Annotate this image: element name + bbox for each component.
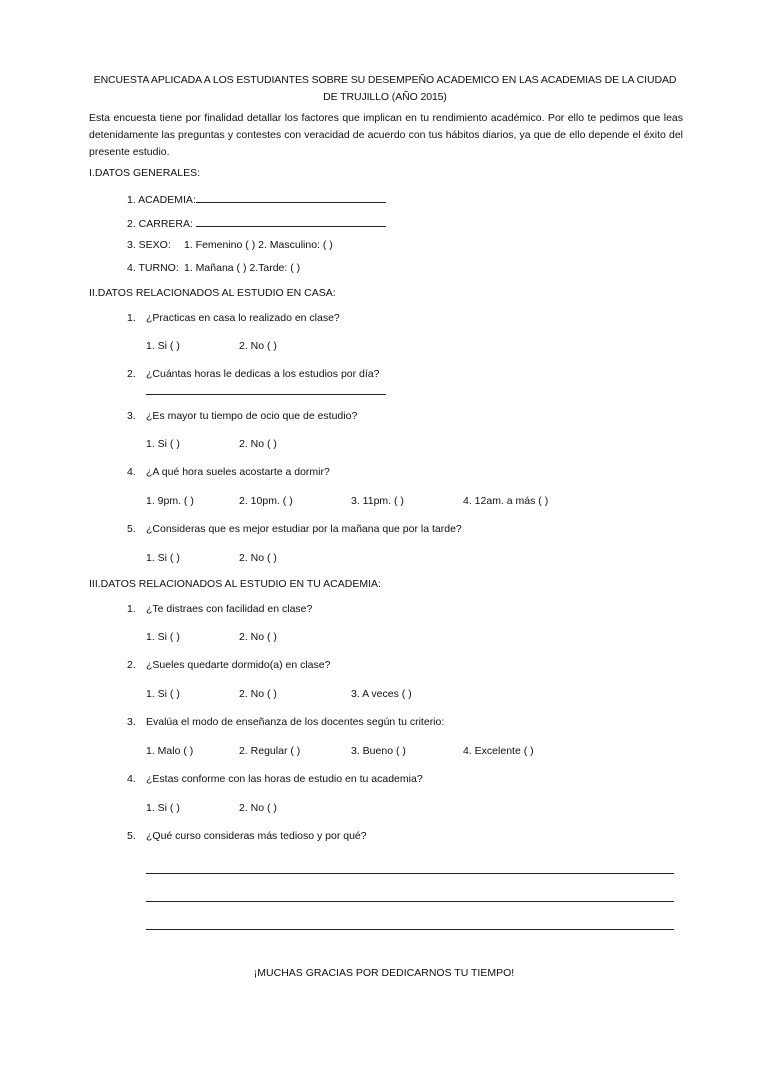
s3-q3-option-2[interactable]: 2. Regular ( )	[239, 745, 301, 757]
s3-q2-number: 2.	[127, 659, 136, 671]
section-3-heading: III.DATOS RELACIONADOS AL ESTUDIO EN TU ACADEMIA:	[89, 578, 381, 590]
s3-q4-option-1[interactable]: 1. Si ( )	[146, 802, 180, 814]
s2-q3-text: ¿Es mayor tu tiempo de ocio que de estudio?	[146, 410, 358, 422]
section-2-heading: II.DATOS RELACIONADOS AL ESTUDIO EN CASA:	[89, 287, 336, 299]
s3-q1-number: 1.	[127, 603, 136, 615]
s2-q3-option-1[interactable]: 1. Si ( )	[146, 438, 180, 450]
s2-q1-option-2[interactable]: 2. No ( )	[239, 340, 277, 352]
turno-options[interactable]: 1. Mañana ( ) 2.Tarde: ( )	[184, 262, 301, 274]
s3-q2-option-1[interactable]: 1. Si ( )	[146, 688, 180, 700]
turno-label: 4. TURNO:	[127, 262, 179, 274]
s2-q2-text: ¿Cuántas horas le dedicas a los estudios por día?	[146, 368, 380, 380]
intro-paragraph: Esta encuesta tiene por finalidad detallar los factores que implican en tu rendimiento académico. Por ello te pedimos que leas detenidamente las preguntas y contestes con veracidad de acuerdo con tus hábitos diarios, ya que de ello depende el éxito del presente estudio.	[89, 112, 683, 158]
carrera-blank[interactable]	[196, 216, 386, 227]
carrera-label: 2. CARRERA:	[127, 218, 193, 230]
s3-q3-option-4[interactable]: 4. Excelente ( )	[463, 745, 534, 757]
s2-q3-number: 3.	[127, 410, 136, 422]
s2-q5-option-1[interactable]: 1. Si ( )	[146, 552, 180, 564]
s2-q4-text: ¿A qué hora sueles acostarte a dormir?	[146, 466, 330, 478]
closing-message: ¡MUCHAS GRACIAS POR DEDICARNOS TU TIEMPO!	[253, 967, 515, 979]
s2-q3-option-2[interactable]: 2. No ( )	[239, 438, 277, 450]
s2-q4-option-3[interactable]: 3. 11pm. ( )	[351, 495, 404, 507]
s2-q4-number: 4.	[127, 466, 136, 478]
s2-q1-text: ¿Practicas en casa lo realizado en clase?	[146, 312, 340, 324]
s2-q1-option-1[interactable]: 1. Si ( )	[146, 340, 180, 352]
s3-q3-number: 3.	[127, 716, 136, 728]
s3-q1-option-1[interactable]: 1. Si ( )	[146, 631, 180, 643]
s3-q3-text: Evalúa el modo de enseñanza de los docentes según tu criterio:	[146, 716, 445, 728]
s2-q5-number: 5.	[127, 523, 136, 535]
s3-q2-option-3[interactable]: 3. A veces ( )	[351, 688, 412, 700]
academia-blank[interactable]	[196, 192, 386, 203]
carrera-row	[127, 216, 386, 232]
s3-q5-text: ¿Qué curso consideras más tedioso y por qué?	[146, 830, 367, 842]
s2-q4-option-1[interactable]: 1. 9pm. ( )	[146, 495, 194, 507]
sexo-label: 3. SEXO:	[127, 239, 171, 251]
s3-q3-option-3[interactable]: 3. Bueno ( )	[351, 745, 406, 757]
s2-q4-option-4[interactable]: 4. 12am. a más ( )	[463, 495, 549, 507]
s3-q2-option-2[interactable]: 2. No ( )	[239, 688, 277, 700]
s3-q1-text: ¿Te distraes con facilidad en clase?	[146, 603, 313, 615]
s3-q4-text: ¿Estas conforme con las horas de estudio en tu academia?	[146, 773, 423, 785]
s3-q5-answer-line-1[interactable]	[146, 873, 674, 874]
s2-q1-number: 1.	[127, 312, 136, 324]
s3-q1-option-2[interactable]: 2. No ( )	[239, 631, 277, 643]
s3-q5-number: 5.	[127, 830, 136, 842]
section-1-heading: I.DATOS GENERALES:	[89, 167, 201, 179]
sexo-options[interactable]: 1. Femenino ( ) 2. Masculino: ( )	[184, 239, 333, 251]
s3-q3-option-1[interactable]: 1. Malo ( )	[146, 745, 194, 757]
s2-q2-answer-line[interactable]	[146, 385, 386, 395]
s3-q4-number: 4.	[127, 773, 136, 785]
academia-label: 1. ACADEMIA:	[127, 194, 196, 206]
s3-q4-option-2[interactable]: 2. No ( )	[239, 802, 277, 814]
s2-q5-text: ¿Consideras que es mejor estudiar por la mañana que por la tarde?	[146, 523, 462, 535]
s3-q2-text: ¿Sueles quedarte dormido(a) en clase?	[146, 659, 331, 671]
document-title: ENCUESTA APLICADA A LOS ESTUDIANTES SOBRE SU DESEMPEÑO ACADEMICO EN LAS ACADEMIAS DE LA CIUDAD DE TRUJILLO (AÑO 2015)	[93, 74, 677, 103]
s3-q5-answer-line-2[interactable]	[146, 901, 674, 902]
academia-row	[127, 192, 386, 208]
s2-q2-number: 2.	[127, 368, 136, 380]
s2-q5-option-2[interactable]: 2. No ( )	[239, 552, 277, 564]
s3-q5-answer-line-3[interactable]	[146, 929, 674, 930]
s2-q4-option-2[interactable]: 2. 10pm. ( )	[239, 495, 293, 507]
